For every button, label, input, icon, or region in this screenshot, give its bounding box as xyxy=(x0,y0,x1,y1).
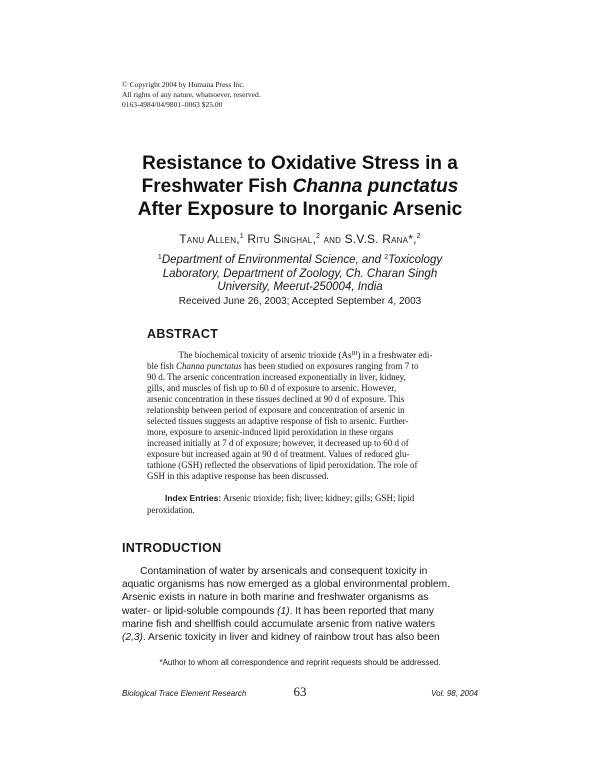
title-line-2-prefix: Freshwater Fish xyxy=(141,176,293,197)
intro-line: Arsenic exists in nature in both marine and freshwater organisms as xyxy=(122,592,429,604)
correspondence-footnote: *Author to whom all correspondence and reprint requests should be addressed. xyxy=(159,658,441,667)
intro-line: aquatic organisms has now emerged as a global environmental problem. xyxy=(122,579,450,591)
introduction-body xyxy=(122,565,478,644)
title-line-2 xyxy=(100,175,500,198)
intro-text: . Arsenic toxicity in liver and kidney of rainbow trout has also been xyxy=(142,632,440,644)
citation-ref: (1) xyxy=(277,605,290,617)
abstract-species-name: Channa punctatus xyxy=(176,361,242,371)
oxidation-state: III xyxy=(351,351,358,357)
abstract-line: selected tissues suggests an adaptive response of fish to arsenic. Further- xyxy=(147,416,409,426)
index-entries-line-2: peroxidation. xyxy=(147,505,195,515)
index-entries xyxy=(147,492,477,516)
affiliation-text-1a: Department of Environmental Science, and xyxy=(161,254,385,266)
author-1-affiliation: 1 xyxy=(239,233,244,240)
intro-text: Contamination of water by arsenicals and consequent toxicity in xyxy=(140,566,428,577)
abstract-text: The biochemical toxicity of arsenic trioxide (As xyxy=(178,350,352,360)
intro-line: marine fish and shellfish could accumulate arsenic from native waters xyxy=(122,618,436,630)
author-2-affiliation: 2 xyxy=(315,233,321,240)
intro-text: water- or lipid-soluble compounds xyxy=(122,605,278,617)
author-3-affiliation: 2 xyxy=(416,233,421,240)
intro-line xyxy=(122,631,478,644)
page-number: 63 xyxy=(293,684,307,699)
abstract-body xyxy=(147,349,477,482)
author-list xyxy=(100,232,500,246)
abstract-line: more, exposure to arsenic-induced lipid peroxidation in these organs xyxy=(147,427,394,437)
title-line-1: Resistance to Oxidative Stress in a xyxy=(142,153,458,174)
volume-info: Vol. 98, 2004 xyxy=(431,689,478,698)
author-2: Ritu Singhal, xyxy=(243,232,316,246)
index-entries-label: Index Entries: xyxy=(165,493,222,503)
intro-line xyxy=(122,605,478,618)
introduction-heading: INTRODUCTION xyxy=(122,541,222,555)
abstract-line: increased initially at 7 d of exposure; however, it decreased up to 60 d of xyxy=(147,438,409,448)
abstract-line: exposure but increased again at 90 d of treatment. Values of reduced glu- xyxy=(147,449,410,459)
affiliation-line-3: University, Meerut-250004, India xyxy=(217,281,383,293)
index-entries-line-1 xyxy=(147,492,477,504)
title-species-name: Channa punctatus xyxy=(292,176,459,197)
abstract-text: has been studied on exposures ranging from 7 to xyxy=(241,361,419,371)
affiliation-marker-2: 2 xyxy=(384,254,389,261)
intro-text: . It has been reported that many xyxy=(289,605,435,617)
affiliation-line-2: Laboratory, Department of Zoology, Ch. Charan Singh xyxy=(162,267,438,280)
received-dates: Received June 26, 2003; Accepted September 4, 2003 xyxy=(178,296,422,307)
affiliation xyxy=(100,251,500,295)
abstract-line xyxy=(147,361,477,372)
affiliation-text-1b: Toxicology xyxy=(388,254,443,266)
author-3: and S.V.S. Rana*, xyxy=(320,232,417,246)
affiliation-marker-1: 1 xyxy=(157,254,162,261)
issn-line: 0163-4984/04/9801–0063 $25.00 xyxy=(122,100,223,109)
affiliation-line-1 xyxy=(100,251,500,268)
intro-line xyxy=(122,565,478,578)
abstract-line: GSH in this adaptive response has been discussed. xyxy=(147,471,329,481)
journal-name: Biological Trace Element Research xyxy=(122,689,247,698)
abstract-line: gills, and muscles of fish up to 60 d of exposure to arsenic. However, xyxy=(147,383,397,393)
abstract-text: ble fish xyxy=(147,361,176,371)
abstract-line: 90 d. The arsenic concentration increased exponentially in liver, kidney, xyxy=(147,372,406,382)
title-line-3: After Exposure to Inorganic Arsenic xyxy=(137,199,463,220)
article-title xyxy=(100,152,500,221)
abstract-line: relationship between period of exposure and concentration of arsenic in xyxy=(147,405,405,415)
index-entries-text: Arsenic trioxide; fish; liver; kidney; gills; GSH; lipid xyxy=(221,493,415,503)
abstract-line: arsenic concentration in these tissues declined at 90 d of exposure. This xyxy=(147,394,405,404)
rights-line: All rights of any nature, whatsoever, reserved. xyxy=(122,90,261,99)
abstract-line xyxy=(147,349,477,361)
copyright-notice xyxy=(122,80,261,110)
abstract-heading: ABSTRACT xyxy=(147,327,219,341)
copyright-line: © Copyright 2004 by Humana Press Inc. xyxy=(122,80,245,89)
abstract-text: ) in a freshwater edi- xyxy=(357,350,433,360)
author-1: Tanu Allen, xyxy=(179,232,240,246)
citation-ref: (2,3) xyxy=(122,632,143,644)
abstract-line: tathione (GSH) reflected the observations of lipid peroxidation. The role of xyxy=(147,460,418,470)
